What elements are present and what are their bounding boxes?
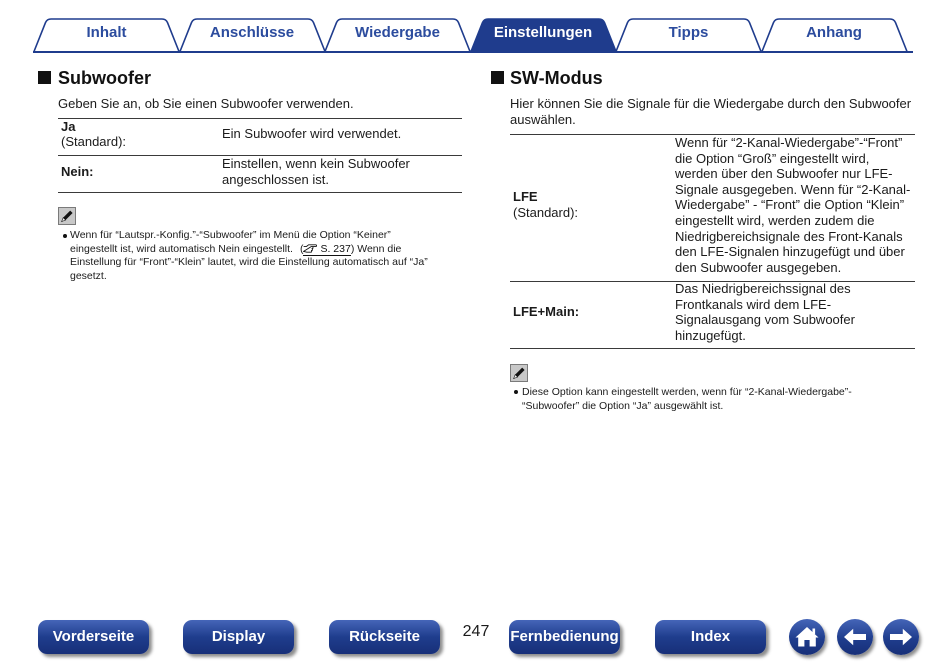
option-name: LFE (513, 189, 538, 204)
option-name: Nein: (61, 164, 94, 179)
option-name: Ja (61, 119, 76, 134)
description-line: Niedrigbereichsignale des Front-Kanals (675, 228, 903, 244)
arrow-left-shape (844, 629, 866, 645)
note-line (70, 243, 428, 257)
page-reference-text[interactable]: S. 237 (320, 242, 351, 255)
table-row (510, 282, 915, 349)
reference-open: ( (299, 242, 304, 255)
tab-label: Einstellungen (493, 24, 593, 41)
home-button[interactable] (789, 619, 825, 655)
tab-label: Inhalt (86, 24, 127, 41)
option-label-cell (61, 119, 126, 149)
description-line: den Subwoofer ausgegeben. (675, 259, 842, 275)
description-line: Das Niedrigbereichssignal des (675, 281, 851, 296)
page-number: 247 (462, 623, 490, 640)
description-line: Ein Subwoofer wird verwendet. (222, 126, 402, 141)
description-line: den LFE-Signalen hinzugefügt und über (675, 244, 905, 260)
display-button[interactable]: Display (183, 620, 294, 654)
note-line: Wenn für “Lautspr.-Konfig.”-“Subwoofer” im Menü die Option “Keiner” (70, 229, 391, 241)
arrow-right-shape (890, 629, 912, 645)
options-table (510, 134, 915, 349)
back-button[interactable] (837, 619, 873, 655)
fernbedienung-button[interactable]: Fernbedienung (509, 620, 620, 654)
option-qualifier: (Standard): (513, 205, 579, 220)
table-row (58, 156, 462, 193)
description-line: Einstellen, wenn kein Subwoofer (222, 156, 410, 171)
description-line: die Option “Groß” eingestellt wird, (675, 150, 870, 166)
pencil-icon (58, 207, 76, 225)
tab-anschluesse[interactable] (179, 18, 326, 52)
description-line: Signalausgang vom Subwoofer (675, 312, 855, 328)
subwoofer-section (30, 60, 470, 290)
tab-einstellungen[interactable] (470, 18, 617, 52)
footer-navigation (30, 612, 930, 662)
tab-label: Anhang (806, 24, 862, 41)
description-line: Signale ausgegeben. Wenn für “2-Kanal- (675, 181, 911, 197)
bullet (514, 390, 518, 394)
section-heading: SW-Modus (510, 68, 603, 88)
section-heading: Subwoofer (58, 68, 151, 88)
section-intro (510, 96, 911, 128)
vorderseite-button[interactable]: Vorderseite (38, 620, 149, 654)
chapter-tab-bar (0, 0, 950, 60)
note-line-text: eingestellt ist, wird automatisch Nein eingestellt. (70, 242, 293, 255)
description-line: eingestellt wird, werden zudem die (675, 212, 875, 228)
option-description (222, 126, 401, 142)
description-line: angeschlossen ist. (222, 172, 329, 187)
option-description (222, 156, 410, 188)
description-line: Frontkanals wird dem LFE- (675, 296, 832, 312)
forward-button[interactable] (883, 619, 919, 655)
note-line: Diese Option kann eingestellt werden, wenn für “2-Kanal-Wiedergabe”- (522, 386, 852, 398)
reference-close: ) Wenn die (350, 242, 402, 255)
options-table (58, 118, 462, 193)
option-description (675, 135, 910, 275)
option-label-cell (513, 304, 579, 320)
bullet (63, 234, 67, 238)
tab-label: Anschlüsse (209, 24, 295, 41)
heading-square-marker (491, 71, 504, 84)
tab-tipps[interactable] (615, 18, 762, 52)
description-line: werden über den Subwoofer nur LFE- (675, 166, 893, 182)
table-row (510, 135, 915, 282)
home-icon (789, 619, 825, 655)
arrow-right-icon (883, 619, 919, 655)
tab-bar-underline (33, 51, 913, 53)
pointing-hand-shape (304, 245, 317, 252)
home-icon-chimney (813, 629, 816, 635)
option-name: LFE+Main: (513, 304, 580, 319)
table-row (58, 119, 462, 156)
tab-inhalt[interactable] (33, 18, 180, 52)
section-intro: Geben Sie an, ob Sie einen Subwoofer verwenden. (58, 96, 354, 111)
rueckseite-button[interactable]: Rückseite (329, 620, 440, 654)
note-line: gesetzt. (70, 270, 107, 283)
description-line: hinzugefügt. (675, 327, 746, 343)
tab-anhang[interactable] (761, 18, 908, 52)
note-line: Einstellung für “Front”-“Klein” lautet, wird die Einstellung automatisch auf “Ja” (70, 256, 428, 269)
tab-label: Tipps (668, 24, 709, 41)
option-label-cell (61, 164, 94, 180)
intro-line: Hier können Sie die Signale für die Wiedergabe durch den Subwoofer (510, 96, 912, 111)
heading-square-marker (38, 71, 51, 84)
intro-line: auswählen. (510, 112, 576, 127)
page-reference-link[interactable] (303, 243, 350, 256)
note (522, 385, 852, 413)
pointing-hand-icon (303, 243, 317, 253)
tab-label: Wiedergabe (355, 24, 440, 41)
description-line: Wenn für “2-Kanal-Wiedergabe”-“Front” (675, 135, 903, 150)
pencil-icon (510, 364, 528, 382)
index-button[interactable]: Index (655, 620, 766, 654)
option-description (675, 281, 855, 343)
note-line: “Subwoofer” die Option “Ja” ausgewählt ist. (522, 400, 724, 412)
tab-wiedergabe[interactable] (324, 18, 471, 52)
description-line: Wiedergabe” - “Front” die Option “Klein” (675, 197, 905, 213)
note (70, 229, 428, 284)
sw-modus-section (482, 60, 922, 420)
option-qualifier: (Standard): (61, 134, 127, 149)
option-label-cell (513, 189, 578, 221)
arrow-left-icon (837, 619, 873, 655)
